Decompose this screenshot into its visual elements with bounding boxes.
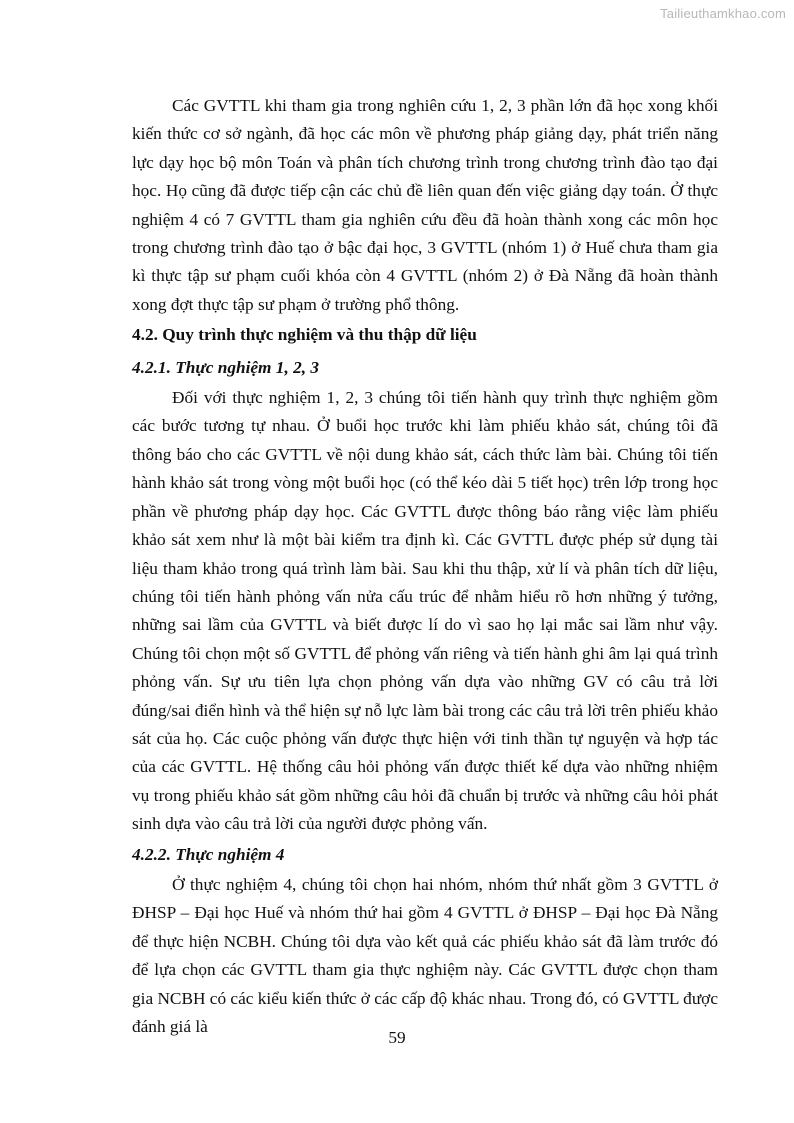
watermark: Tailieuthamkhao.com (660, 6, 786, 21)
paragraph-participants: Các GVTTL khi tham gia trong nghiên cứu 1, 2, 3 phần lớn đã học xong khối kiến thức cơ sở ngành, đã học các môn về phương pháp giảng dạy, phát triển năng lực dạy học bộ môn Toán và phân tích chương trình trong chương trình đào tạo đại học. Họ cũng đã được tiếp cận các chủ đề liên quan đến việc giảng dạy toán. Ở thực nghiệm 4 có 7 GVTTL tham gia nghiên cứu đều đã hoàn thành xong các môn học trong chương trình đào tạo ở bậc đại học, 3 GVTTL (nhóm 1) ở Huế chưa tham gia kì thực tập sư phạm cuối khóa còn 4 GVTTL (nhóm 2) ở Đà Nẵng đã hoàn thành xong đợt thực tập sư phạm ở trường phổ thông. (132, 96, 718, 314)
heading-section-4-2: 4.2. Quy trình thực nghiệm và thu thập dữ liệu (132, 325, 477, 345)
heading-section-4-2-2: 4.2.2. Thực nghiệm 4 (132, 844, 285, 864)
paragraph-experiment-1-2-3: Đối với thực nghiệm 1, 2, 3 chúng tôi tiến hành quy trình thực nghiệm gồm các bước tương tự nhau. Ở buổi học trước khi làm phiếu khảo sát, chúng tôi đã thông báo cho các GVTTL về nội dung khảo sát, cách thức làm bài. Chúng tôi tiến hành khảo sát trong vòng một buổi học (có thể kéo dài 5 tiết học) trên lớp trong học phần về phương pháp dạy học. Các GVTTL được thông báo rằng việc làm phiếu khảo sát xem như là một bài kiểm tra định kì. Các GVTTL được phép sử dụng tài liệu tham khảo trong quá trình làm bài. Sau khi thu thập, xử lí và phân tích dữ liệu, chúng tôi tiến hành phỏng vấn nửa cấu trúc để nhằm hiểu rõ hơn những ý tưởng, những sai lầm của GVTTL và biết được lí do vì sao họ lại mắc sai lầm như vậy. Chúng tôi chọn một số GVTTL để phỏng vấn riêng và tiến hành ghi âm lại quá trình phỏng vấn. Sự ưu tiên lựa chọn phỏng vấn dựa vào những GV có câu trả lời đúng/sai điển hình và thể hiện sự nỗ lực làm bài trong các câu trả lời trên phiếu khảo sát của họ. Các cuộc phỏng vấn được thực hiện với tinh thần tự nguyện và hợp tác của các GVTTL. Hệ thống câu hỏi phỏng vấn được thiết kế dựa vào những nhiệm vụ trong phiếu khảo sát gồm những câu hỏi đã chuẩn bị trước và những câu hỏi phát sinh dựa vào câu trả lời của người được phỏng vấn. (132, 388, 718, 834)
document-body (132, 92, 718, 1041)
page-number: 59 (388, 1028, 406, 1047)
paragraph-experiment-4: Ở thực nghiệm 4, chúng tôi chọn hai nhóm, nhóm thứ nhất gồm 3 GVTTL ở ĐHSP – Đại học Huế và nhóm thứ hai gồm 4 GVTTL ở ĐHSP – Đại học Đà Nẵng để thực hiện NCBH. Chúng tôi dựa vào kết quả các phiếu khảo sát đã làm trước đó để lựa chọn các GVTTL tham gia thực nghiệm này. Các GVTTL được chọn tham gia NCBH có các kiểu kiến thức ở các cấp độ khác nhau. Trong đó, có GVTTL được đánh giá là (132, 874, 718, 1036)
heading-section-4-2-1: 4.2.1. Thực nghiệm 1, 2, 3 (132, 357, 320, 377)
